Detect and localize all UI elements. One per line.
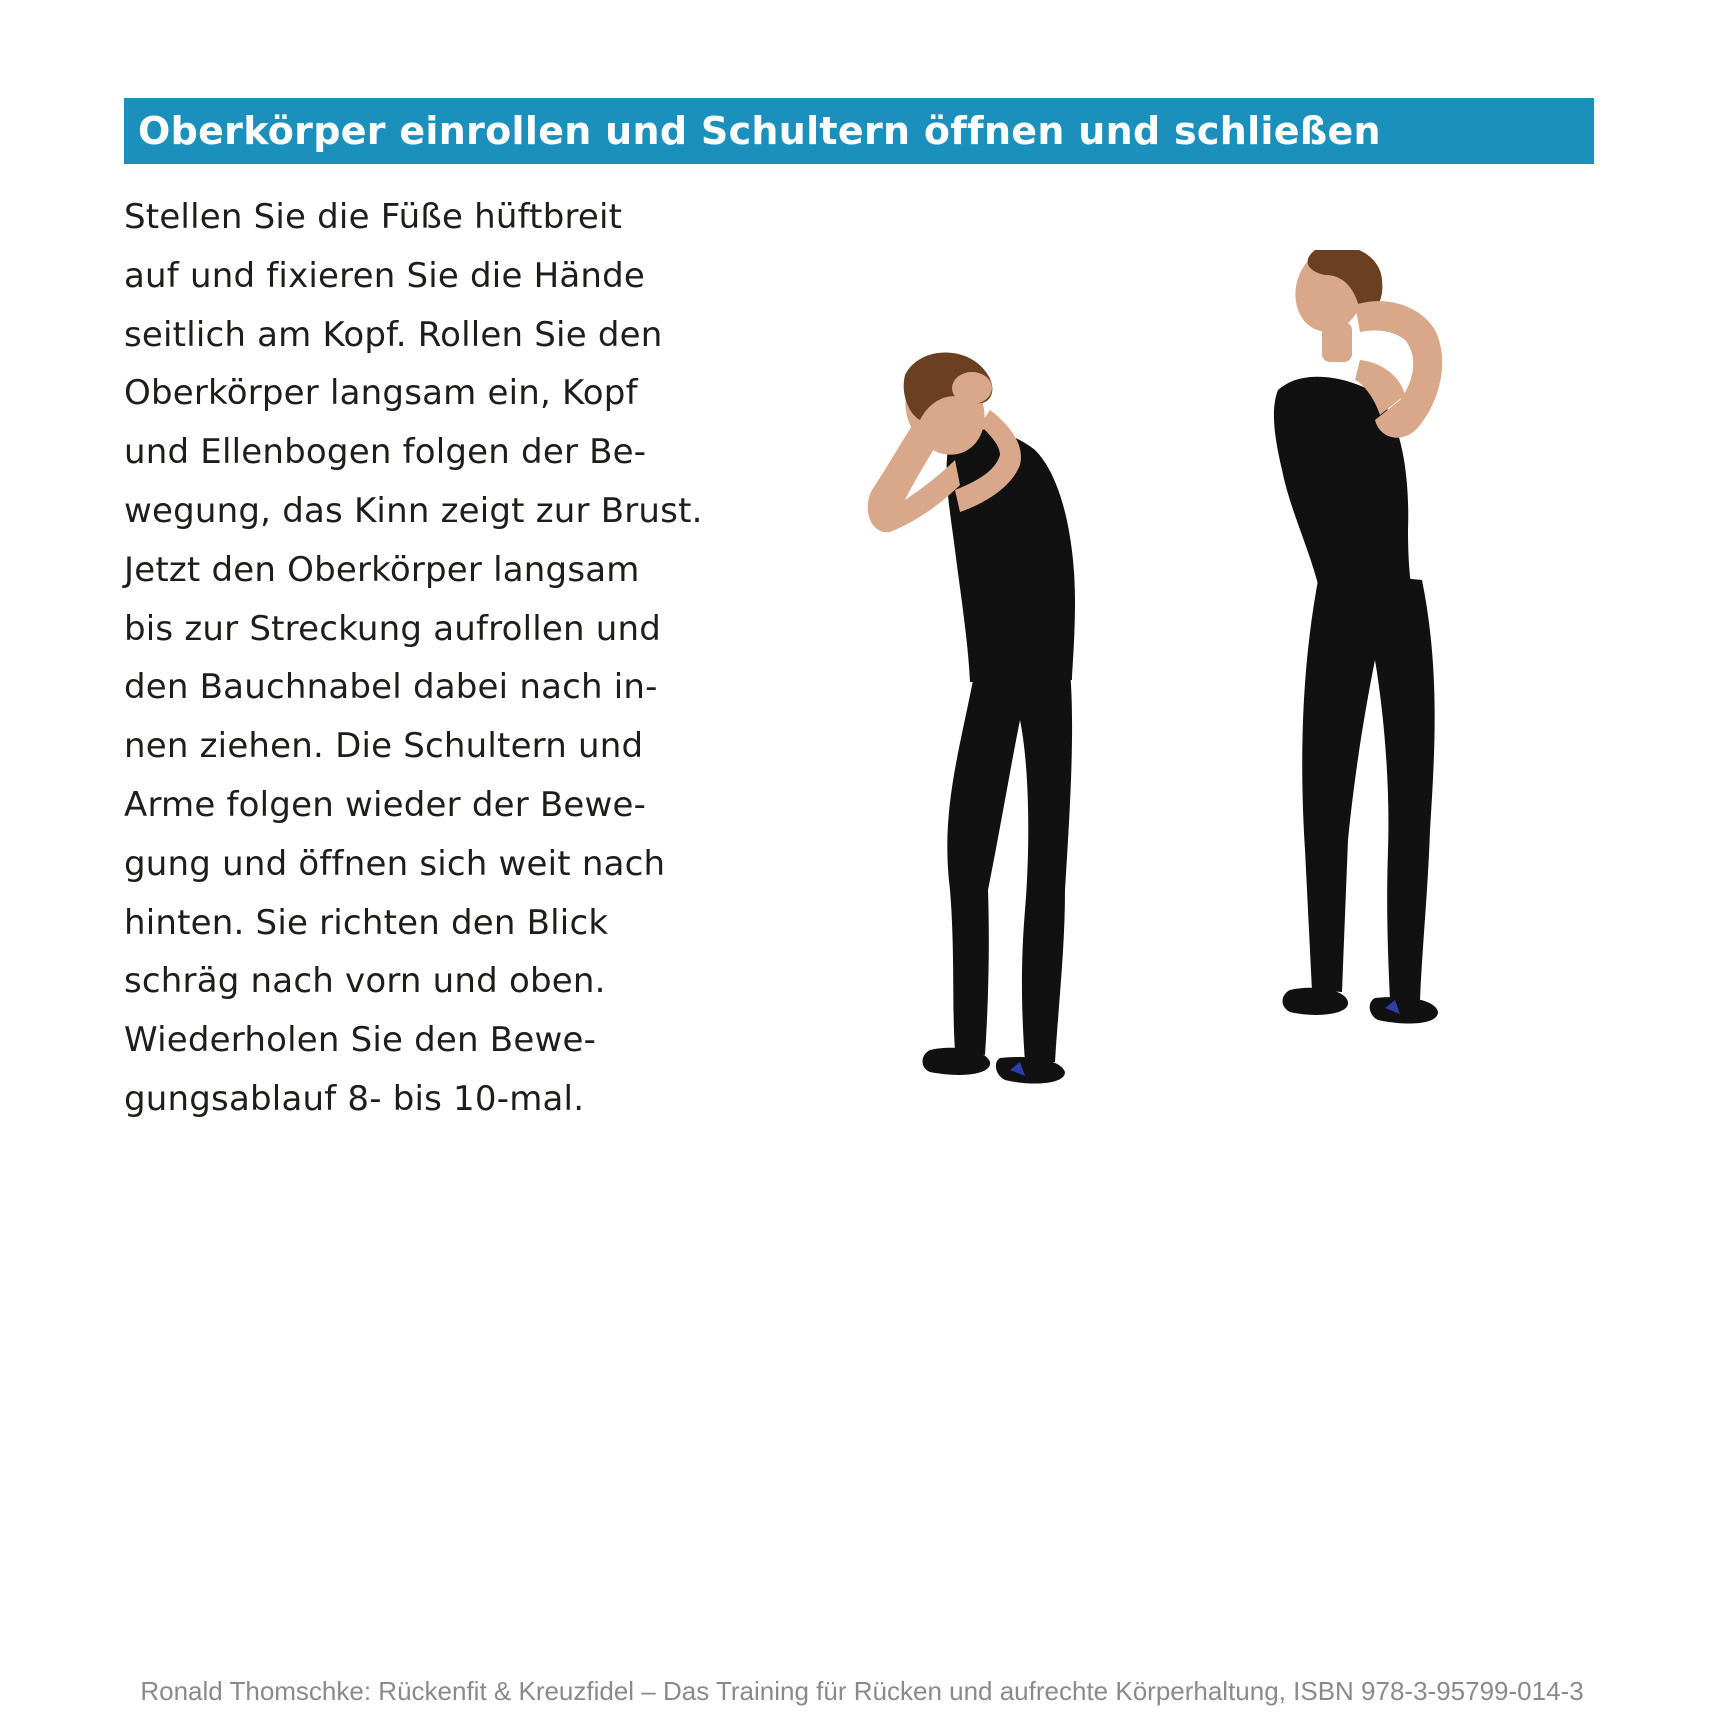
instruction-line: gung und öffnen sich weit nach: [124, 843, 666, 884]
instruction-line: seitlich am Kopf. Rollen Sie den: [124, 314, 663, 355]
instruction-line: wegung, das Kinn zeigt zur Brust.: [124, 490, 703, 531]
section-title-bar: [124, 98, 1594, 164]
instruction-text: [124, 188, 764, 1129]
instruction-line: nen ziehen. Die Schultern und: [124, 726, 644, 767]
footer-citation: Ronald Thomschke: Rückenfit & Kreuzfidel – Das Training für Rücken und aufrechte Körperhaltung, ISBN 978-3-95799-014-3: [140, 1676, 1584, 1706]
instruction-line: und Ellenbogen folgen der Be-: [124, 432, 647, 473]
instruction-line: Wiederholen Sie den Bewe-: [124, 1020, 597, 1061]
instruction-line: Stellen Sie die Füße hüftbreit: [124, 197, 623, 237]
exercise-photo: [860, 250, 1500, 1130]
instruction-line: Arme folgen wieder der Bewe-: [124, 784, 647, 825]
figure-bent-forward: [868, 352, 1075, 1083]
figure-upright: [1274, 250, 1442, 1024]
instruction-line: auf und fixieren Sie die Hände: [124, 255, 646, 296]
instruction-line: schräg nach vorn und oben.: [124, 961, 606, 1002]
instruction-line: Jetzt den Oberkörper langsam: [124, 549, 640, 590]
instruction-line: hinten. Sie richten den Blick: [124, 902, 609, 943]
instruction-line: bis zur Streckung aufrollen und: [124, 608, 662, 649]
instruction-line: gungsablauf 8- bis 10-mal.: [124, 1078, 585, 1119]
instruction-line: den Bauchnabel dabei nach in-: [124, 667, 658, 708]
instruction-line: Oberkörper langsam ein, Kopf: [124, 373, 638, 414]
section-title: Oberkörper einrollen und Schultern öffnen und schließen: [138, 109, 1381, 153]
